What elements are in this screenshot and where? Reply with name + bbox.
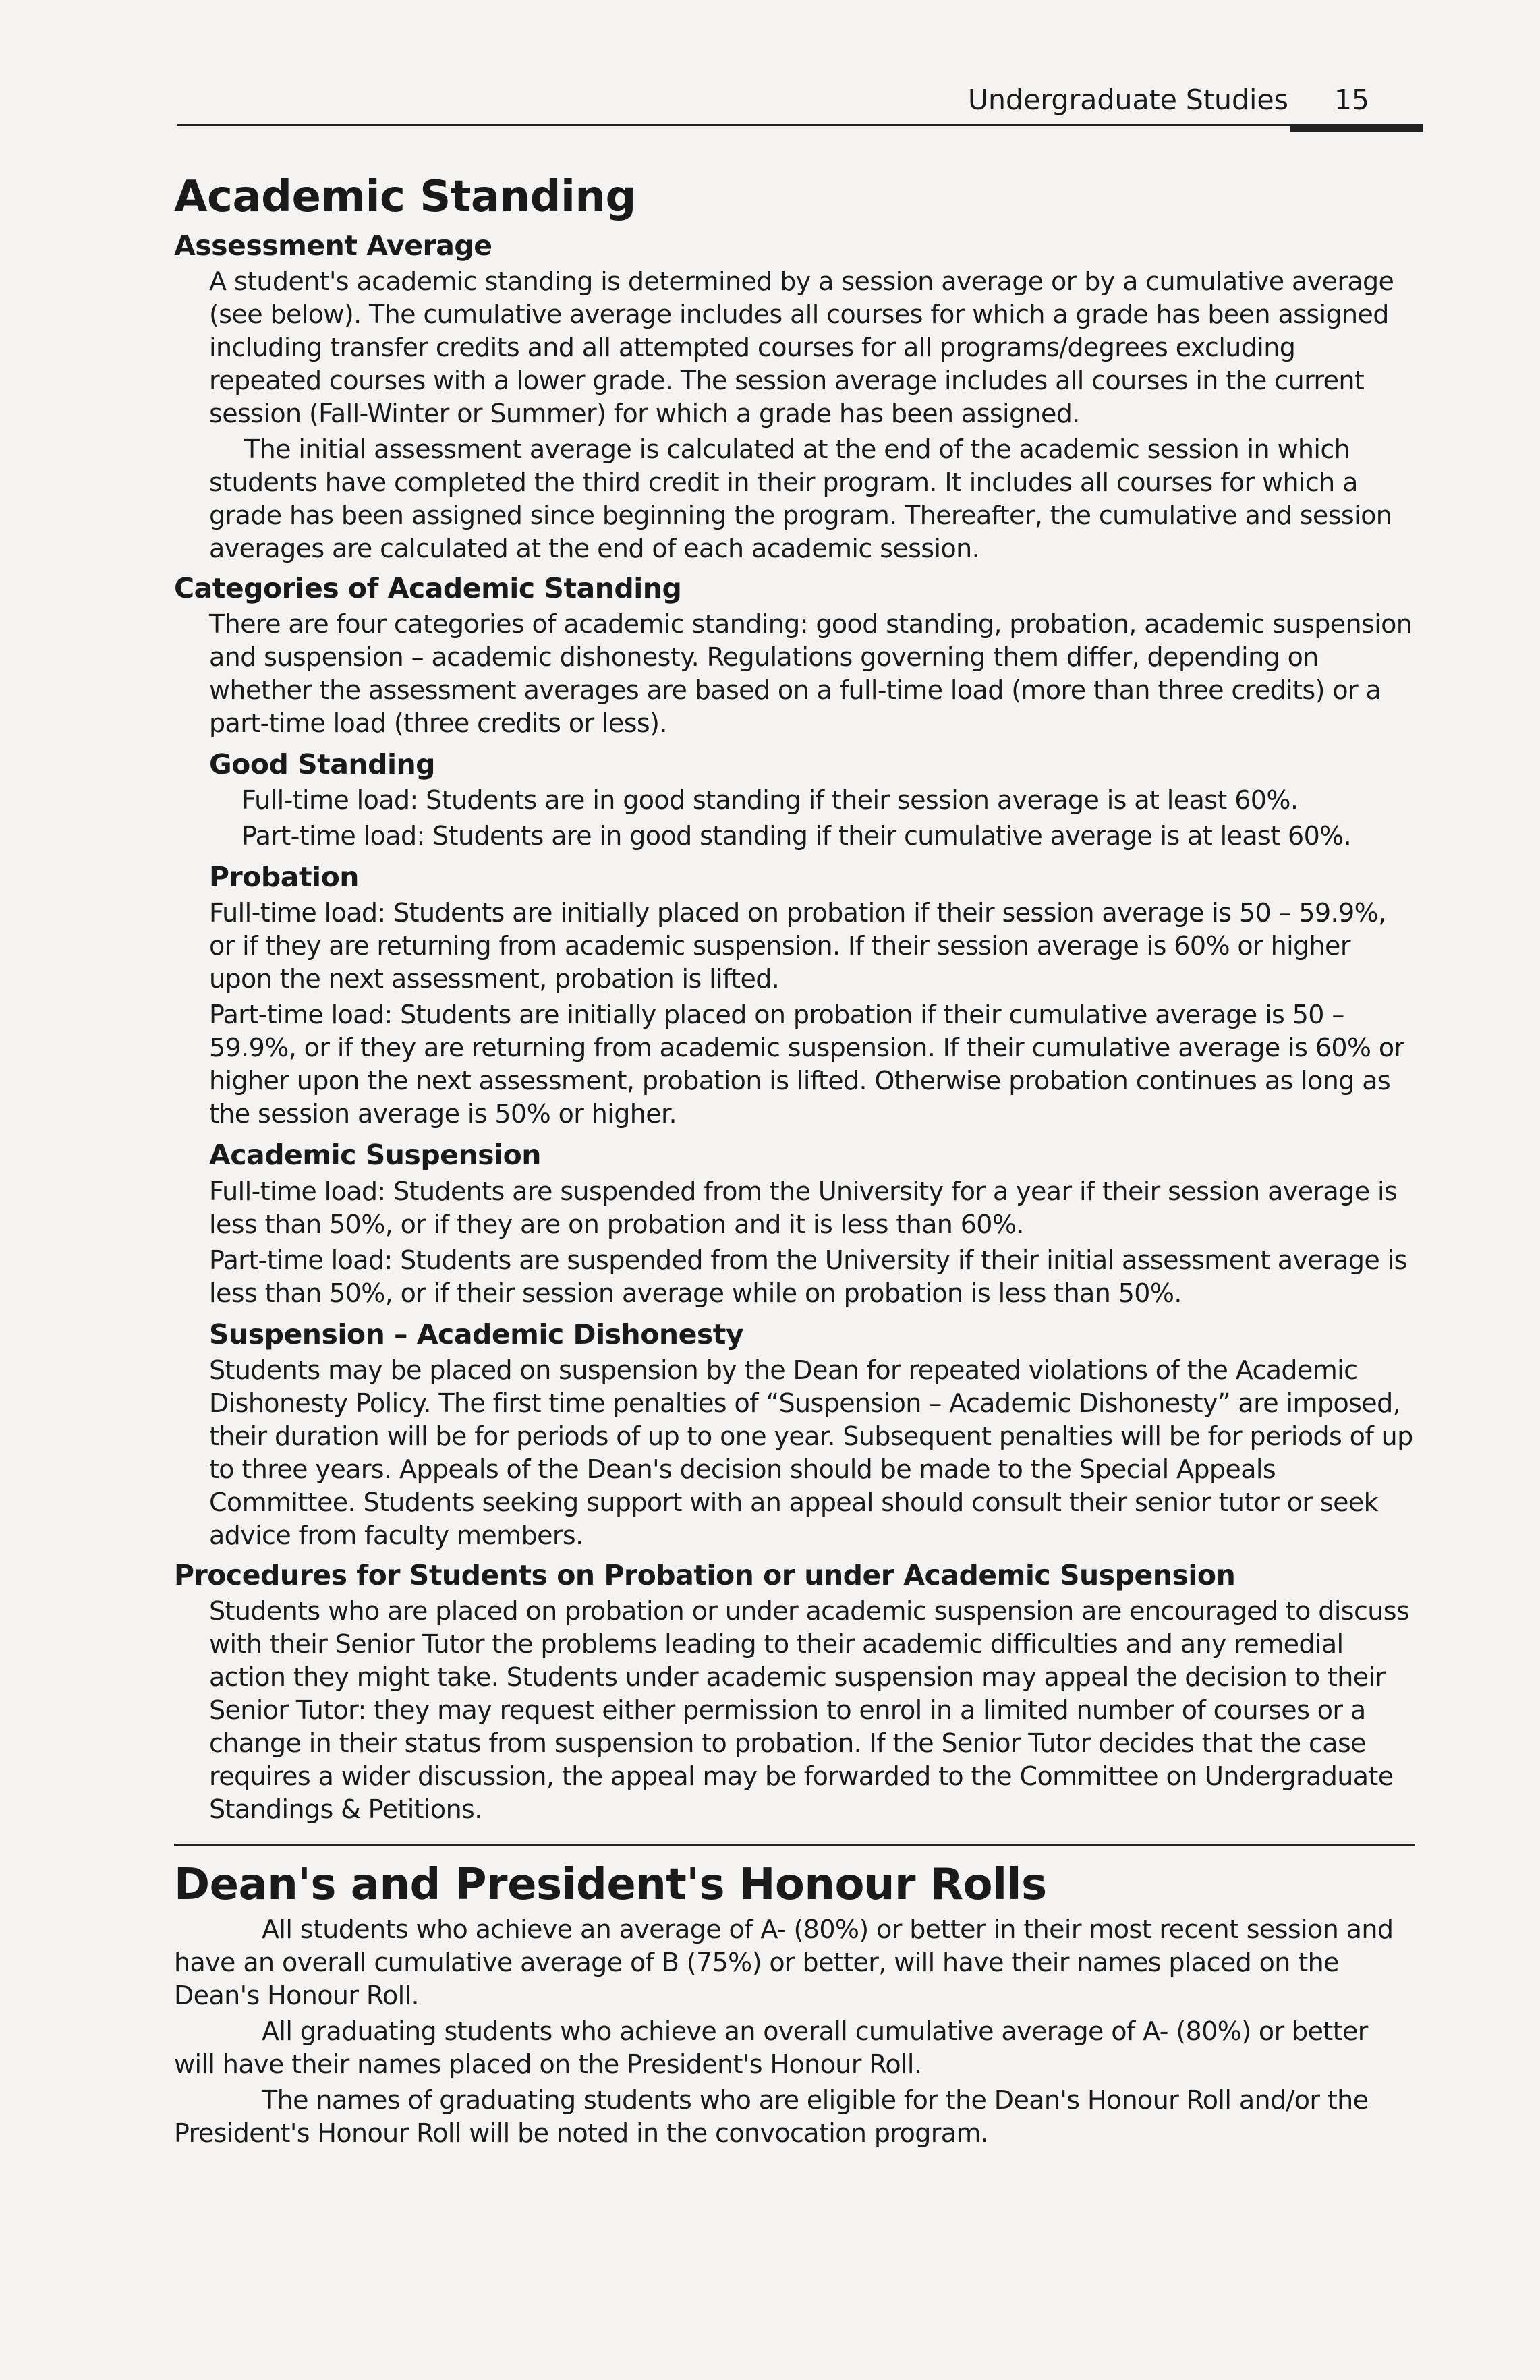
paragraph-suspension-part-time: Part-time load: Students are suspended from the University if their initial assessment average is less than 50%, or if their session average while on probation is less than 50%. bbox=[209, 1245, 1407, 1308]
paragraph-procedures: Students who are placed on probation or under academic suspension are encouraged to discuss with their Senior Tutor the problems leading to their academic difficulties and any remedial action they might take. Students under academic suspension may appeal the decision to their Senior Tutor: they may request either permission to enrol in a limited number of courses or a change in their status from suspension to probation. If the Senior Tutor decides that the case requires a wider discussion, the appeal may be forwarded to the Committee on Undergraduate Standings & Petitions. bbox=[209, 1595, 1410, 1824]
header-rule bbox=[177, 124, 1423, 126]
heading-procedures: Procedures for Students on Probation or under Academic Suspension bbox=[174, 1558, 1236, 1591]
heading-categories: Categories of Academic Standing bbox=[174, 571, 682, 604]
paragraph-assessment-average-2: The initial assessment average is calculated at the end of the academic session in which students have completed the third credit in their program. It includes all courses for which a grade has been assigned since beginning the program. Thereafter, the cumulative and session averages are calculated at the end of each academic session. bbox=[209, 434, 1392, 563]
section-divider bbox=[174, 1844, 1415, 1846]
heading-good-standing: Good Standing bbox=[209, 747, 436, 781]
page-number: 15 bbox=[1334, 84, 1369, 116]
heading-assessment-average: Assessment Average bbox=[174, 229, 492, 262]
section-title-honour-rolls: Dean's and President's Honour Rolls bbox=[174, 1859, 1047, 1910]
paragraph-good-standing-full-time: Full-time load: Students are in good standing if their session average is at least 60%. bbox=[241, 785, 1299, 816]
page-content bbox=[174, 173, 1415, 2153]
paragraph-probation-part-time: Part-time load: Students are initially placed on probation if their cumulative average is 50 – 59.9%, or if they are returning from academic suspension. If their cumulative average is 60% or higher upon the next assessment, probation is lifted. Otherwise probation continues as long as the session average is 50% or higher. bbox=[209, 1000, 1404, 1129]
section-title-academic-standing: Academic Standing bbox=[174, 172, 636, 222]
paragraph-probation-full-time: Full-time load: Students are initially placed on probation if their session average is 50 – 59.9%, or if they are returning from academic suspension. If their session average is 60% or higher upon the next assessment, probation is lifted. bbox=[209, 898, 1386, 994]
heading-academic-suspension: Academic Suspension bbox=[209, 1139, 541, 1172]
header-rule-accent bbox=[1290, 124, 1423, 132]
paragraph-suspension-dishonesty: Students may be placed on suspension by the Dean for repeated violations of the Academic Dishonesty Policy. The first time penalties of “Suspension – Academic Dishonesty” are imposed, their duration will be for periods of up to one year. Subsequent penalties will be for periods of up to three years. Appeals of the Dean's decision should be made to the Special Appeals Committee. Students seeking support with an appeal should consult their senior tutor or seek advice from faculty members. bbox=[209, 1355, 1413, 1550]
paragraph-honour-rolls-2: All graduating students who achieve an overall cumulative average of A- (80%) or better will have their names placed on the President's Honour Roll. bbox=[174, 2016, 1368, 2079]
heading-probation: Probation bbox=[209, 861, 359, 894]
heading-suspension-dishonesty: Suspension – Academic Dishonesty bbox=[209, 1318, 744, 1351]
running-header-section: Undergraduate Studies bbox=[968, 84, 1288, 116]
paragraph-assessment-average-1: A student's academic standing is determined by a session average or by a cumulative average (see below). The cumulative average includes all courses for which a grade has been assigned including transfer credits and all attempted courses for all programs/degrees excluding repeated courses with a lower grade. The session average includes all courses in the current session (Fall-Winter or Summer) for which a grade has been assigned. bbox=[209, 266, 1394, 428]
paragraph-suspension-full-time: Full-time load: Students are suspended from the University for a year if their session average is less than 50%, or if they are on probation and it is less than 60%. bbox=[209, 1176, 1398, 1239]
paragraph-categories: There are four categories of academic standing: good standing, probation, academic suspension and suspension – academic dishonesty. Regulations governing them differ, depending on whether the assessment averages are based on a full-time load (more than three credits) or a part-time load (three credits or less). bbox=[209, 608, 1413, 738]
paragraph-honour-rolls-1: All students who achieve an average of A- (80%) or better in their most recent session and have an overall cumulative average of B (75%) or better, will have their names placed on the Dean's Honour Roll. bbox=[174, 1914, 1394, 2010]
paragraph-honour-rolls-3: The names of graduating students who are eligible for the Dean's Honour Roll and/or the President's Honour Roll will be noted in the convocation program. bbox=[174, 2085, 1369, 2148]
paragraph-good-standing-part-time: Part-time load: Students are in good standing if their cumulative average is at least 60%. bbox=[241, 821, 1352, 851]
